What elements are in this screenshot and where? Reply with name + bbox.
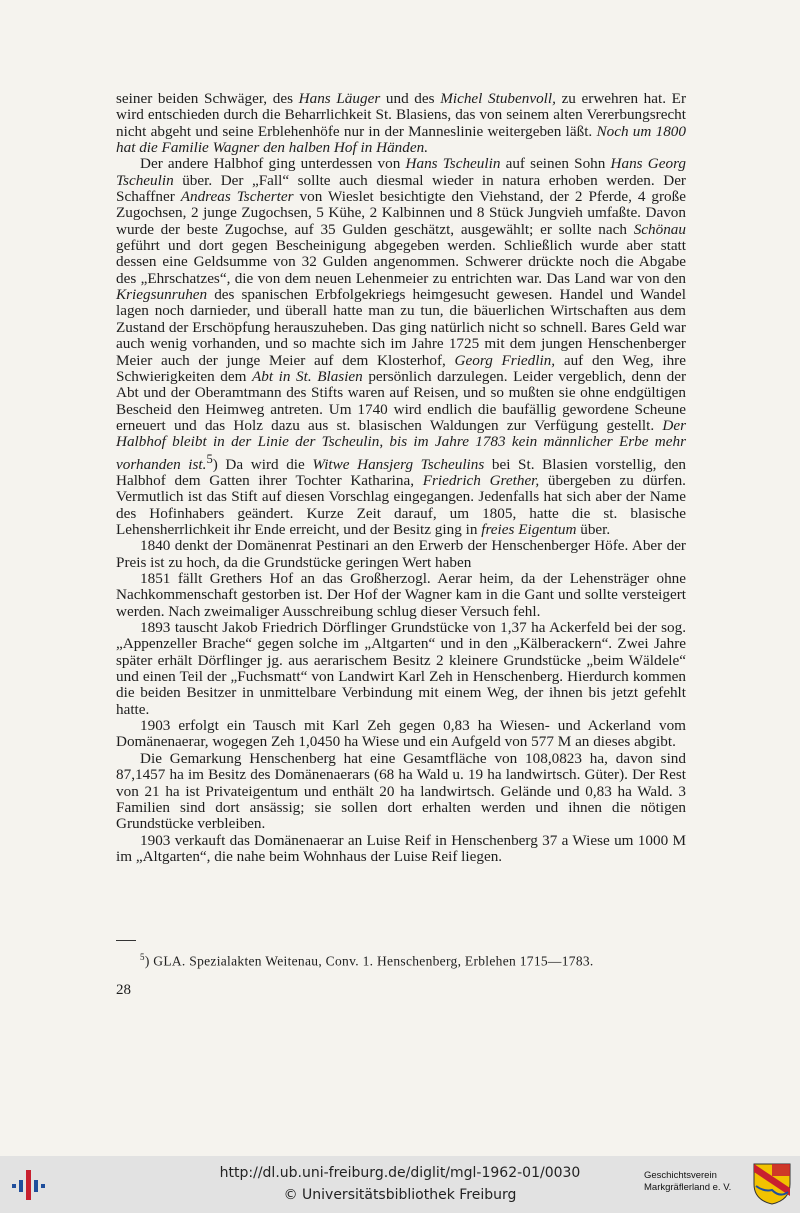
paragraph (116, 718, 686, 751)
text-run: ) Da wird die (212, 455, 313, 473)
text-run: über. (576, 521, 611, 538)
text-run: übergeben zu dürfen. Vermutlich ist das Stift auf diesen Vorschlag eingegangen. Jedenfalls hat sich aber der Name des Hofinhabers geändert. Kurze Zeit darauf, um 1805, hatte die st. blasische Lehensherrlichkeit ihr Ende erreicht, und der Besitz ging in (116, 471, 686, 538)
italic-text: Georg Friedlin, (454, 351, 556, 369)
text-run: des spanischen Erbfolgekriegs heimgesucht gewesen. Handel und Wandel lagen noch darnieder, und überall hatte man zu tun, die bäuerlichen Wirtschaften aus dem Zustand der Erschöpfung herauszuheben. Das ging natürlich nicht so schnell. Bares Geld war auch wenig vorhanden, und so machte sich im Jahre 1725 mit dem jungen Henschenberger Meier auch der junge Meier auf dem Klosterhof, (116, 286, 686, 369)
text-run: zu erwehren hat. Er wird entschieden durch die Beharrlichkeit St. Blasiens, das von seinem alten Vererbungsrecht nicht abgeht und seine Erblehenhöfe nur in der Manneslinie weitergeben läßt. (116, 90, 687, 140)
italic-text: freies Eigentum (481, 521, 577, 538)
text-run: 1893 tauscht Jakob Friedrich Dörflinger Grundstücke von 1,37 ha Ackerfeld bei der sog. „Appenzeller Brache“ gegen solche im „Altgarten“ und in den „Kälberackern“. Zwei Jahre später erhält Dörflinger jg. aus aerarischem Besitz 2 kleinere Grundstücke „beim Wäldele“ und einen Teil der „Fuchsmatt“ von Landwirt Karl Zeh in Henschenberg. Hierdurch kommen die beiden Besitzer in unmittelbare Verbindung mit einem Weg, der ihnen bis jetzt gefehlt hatte. (116, 619, 686, 718)
paragraph (116, 751, 686, 833)
text-run: auf seinen Sohn (500, 155, 611, 173)
footnote-reference: 5 (206, 451, 213, 466)
text-run: 1851 fällt Grethers Hof an das Großherzogl. Aerar heim, da der Lehensträger ohne Nachkommenschaft gestorben ist. Der Hof der Wagner kam in die Gant und sollte versteigert werden. Nach zweimaliger Ausschreibung schlug dieser Versuch fehl. (116, 570, 686, 620)
copyright-notice: © Universitätsbibliothek Freiburg (283, 1187, 517, 1203)
text-run: 1903 verkauft das Domänenaerar an Luise Reif in Henschenberg 37 a Wiese um 1000 M im „Altgarten“, die nahe beim Wohnhaus der Luise Reif liegen. (116, 831, 686, 865)
text-run: persönlich darzulegen. Leider vergeblich, denn der Abt und der Oberamtmann des Stifts waren auf Reisen, und so mußten sie ohne endgültigen Bescheid den Heimweg antreten. Um 1740 wird endlich die baufällig gewordene Scheune erneuert und das Holz dazu aus st. blasischen Waldungen zur Verfügung gestellt. (116, 367, 687, 434)
paragraph (116, 538, 686, 571)
footnote-rule (116, 940, 136, 941)
paragraph (116, 91, 686, 156)
italic-text: Andreas Tscherter (180, 188, 294, 206)
italic-text: Kriegsunruhen (116, 286, 208, 304)
society-line-1: Geschichtsverein (644, 1170, 717, 1181)
text-run: 1840 denkt der Domänenrat Pestinari an den Erwerb der Henschenberger Höfe. Aber der Preis ist zu hoch, da die Grundstücke geringen Wert haben (116, 537, 686, 571)
society-crest-icon[interactable] (752, 1162, 792, 1206)
paragraph (116, 571, 686, 620)
italic-text: Hans Georg Tscheulin (116, 155, 687, 189)
italic-text: Abt in St. Blasien (251, 367, 363, 385)
paragraph (116, 156, 686, 538)
paragraph (116, 833, 686, 866)
text-run: 1903 erfolgt ein Tausch mit Karl Zeh gegen 0,83 ha Wiesen- und Ackerland vom Domänenaerar, wogegen Zeh 1,0450 ha Wiese und ein Aufgeld von 577 M an dieses abgibt. (116, 717, 686, 751)
footnote-text: ) GLA. Spezialakten Weitenau, Conv. 1. Henschenberg, Erblehen 1715—1783. (144, 953, 594, 969)
text-run: Der andere Halbhof ging unterdessen von (140, 155, 406, 173)
text-run: bei St. Blasien vorstellig, den Halbhof dem Gatten ihrer Tochter Katharina, (116, 455, 686, 489)
italic-text: Michel Stubenvoll, (440, 90, 556, 107)
italic-text: Witwe Hansjerg Tscheulins (312, 455, 485, 473)
university-library-logo-icon[interactable] (10, 1166, 54, 1202)
society-line-2: Markgräflerland e. V. (644, 1182, 732, 1193)
page-number: 28 (116, 982, 131, 998)
society-name (644, 1170, 731, 1194)
italic-text: Noch um 1800 hat die Familie Wagner den halben Hof in Händen. (116, 122, 686, 157)
italic-text: Hans Tscheulin (405, 155, 501, 173)
footnote (140, 952, 680, 970)
body-text (116, 91, 686, 865)
italic-text: Hans Läuger (298, 90, 381, 107)
text-run: Die Gemarkung Henschenberg hat eine Gesamtfläche von 108,0823 ha, davon sind 87,1457 ha im Besitz des Domänenaerars (68 ha Wald u. 19 ha landwirtsch. Güter). Der Rest von 21 ha ist Privateigentum und enthält 20 ha landwirtsch. Gelände und 0,83 ha Wald. 3 Familien sind dort ansässig; sie sollen dort erhalten werden und ihnen die nötigen Grundstücke verbleiben. (116, 749, 686, 833)
text-run: seiner beiden Schwäger, des (116, 90, 299, 107)
paragraph (116, 620, 686, 718)
italic-text: Der Halbhof bleibt in der Linie der Tscheulin, bis im Jahre 1783 kein männlicher Erbe mehr vorhanden ist. (116, 416, 686, 473)
text-run: geführt und dort gegen Bescheinigung abgegeben werden. Schließlich wurde aber statt dessen eine Geldsumme von 32 Gulden angenommen. Schwerer drückte noch die Abgabe des „Ehrschatzes“, die von dem neuen Lehenmeier zu entrichten war. Das Land war von den (116, 237, 686, 287)
text-run: auf den Weg, ihre Schwierigkeiten dem (116, 351, 686, 385)
text-run: und des (380, 90, 441, 107)
footnote-marker: 5 (140, 952, 145, 962)
permalink-url[interactable]: http://dl.ub.uni-freiburg.de/diglit/mgl-1962-01/0030 (219, 1165, 581, 1181)
text-run: von Wieslet besichtigte den Viehstand, der 2 Pferde, 4 große Zugochsen, 2 junge Zugochsen, 5 Kühe, 2 Kalbinnen und 8 Stück Jungvieh umfaßte. Davon wurde der beste Zugochse, auf 35 Gulden geschätzt, ausgewählt; er sollte nach (116, 188, 686, 238)
text-run: über. Der „Fall“ sollte auch diesmal wieder in natura erhoben werden. Der Schaffner (116, 171, 686, 206)
italic-text: Schönau (633, 220, 686, 238)
italic-text: Friedrich Grether, (422, 471, 540, 489)
